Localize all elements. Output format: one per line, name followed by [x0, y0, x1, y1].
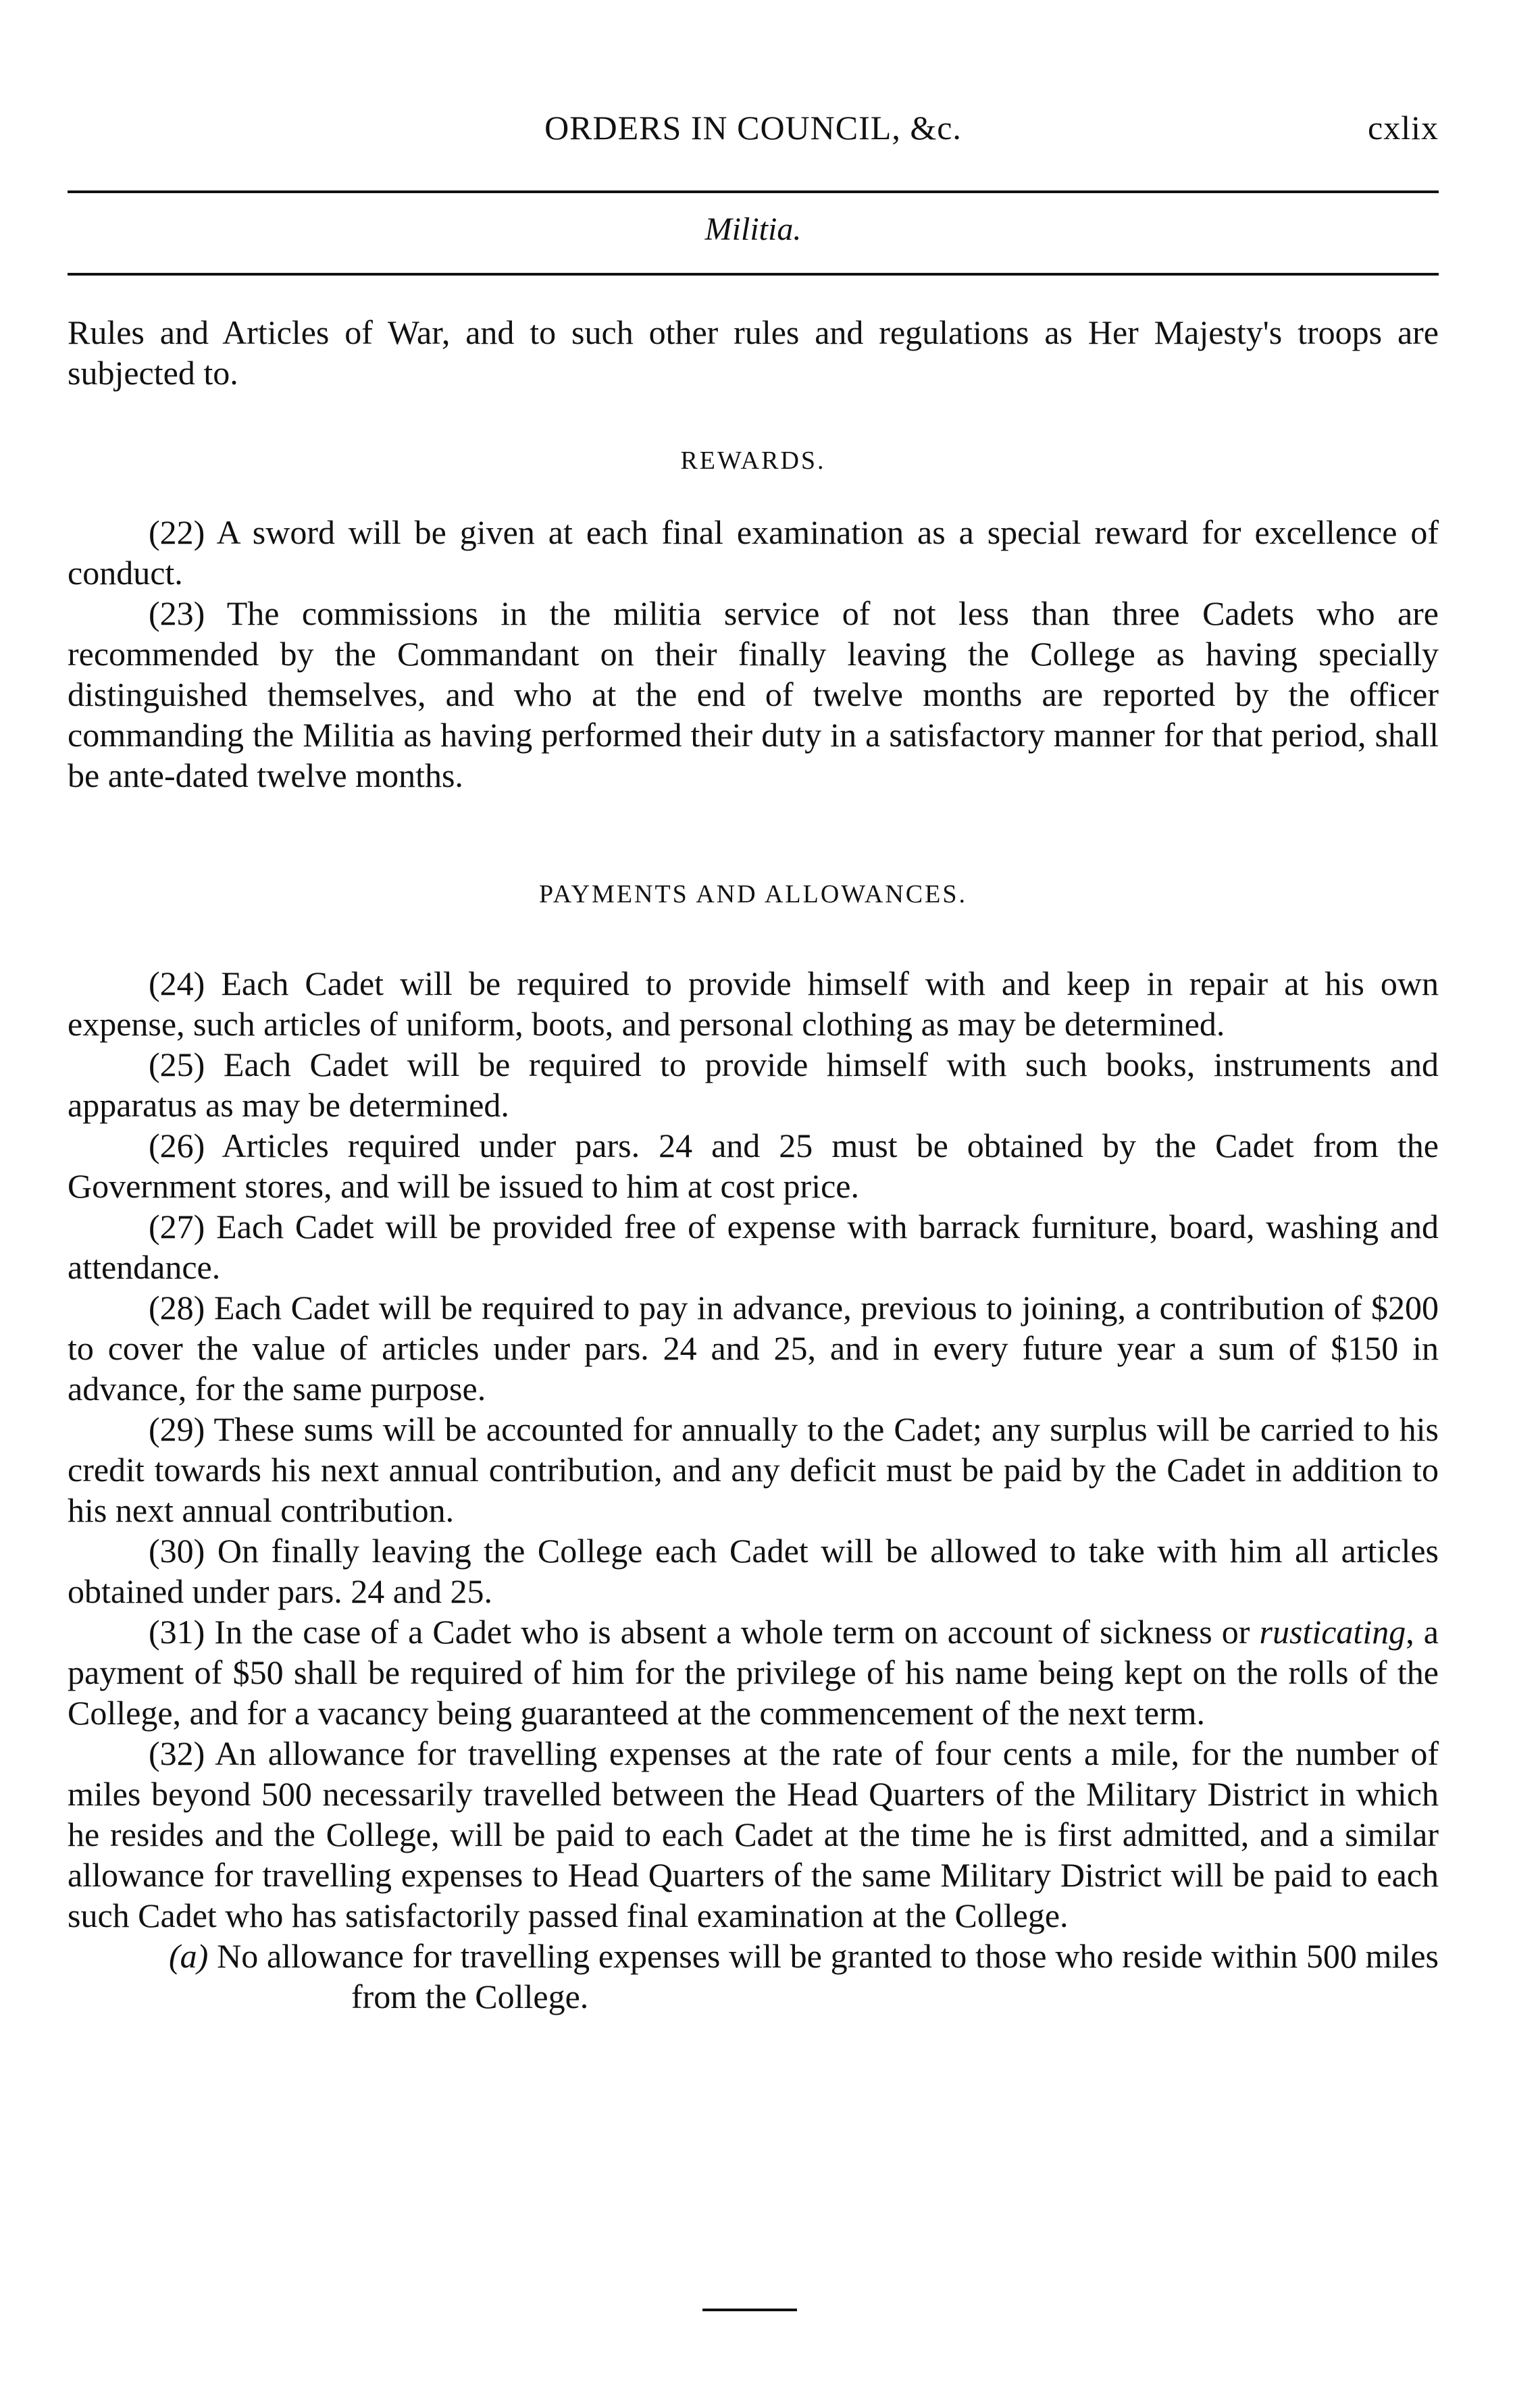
intro-paragraph: Rules and Articles of War, and to such other rules and regulations as Her Majesty's troops are subjected to. — [68, 313, 1439, 392]
page-number: cxlix — [1368, 109, 1439, 147]
paragraph-25: (25) Each Cadet will be required to provide himself with such books, instruments and apparatus as may be determined. — [68, 1046, 1439, 1124]
header-rule-bottom — [68, 273, 1439, 276]
paragraph-30: (30) On finally leaving the College each Cadet will be allowed to take with him all articles obtained under pars. 24 and 25. — [68, 1532, 1439, 1610]
paragraph-27: (27) Each Cadet will be provided free of expense with barrack furniture, board, washing and attendance. — [68, 1208, 1439, 1286]
paragraph-22: (22) A sword will be given at each final examination as a special reward for excellence of conduct. — [68, 513, 1439, 592]
paragraph-23: (23) The commissions in the militia service of not less than three Cadets who are recommended by the Commandant on their finally leaving the College as having specially distinguished themselves, and who at the end of twelve months are reported by the officer commanding the Militia as having performed their duty in a satisfactory manner for that period, shall be ante-dated twelve months. — [68, 594, 1439, 794]
paragraph-26: (26) Articles required under pars. 24 and 25 must be obtained by the Cadet from the Government stores, and will be issued to him at cost price. — [68, 1127, 1439, 1205]
paragraph-31-italic: rusticating — [1259, 1613, 1406, 1651]
header-rule-top — [68, 190, 1439, 193]
subclause-text: No allowance for travelling expenses will be granted to those who reside within 500 miles from the College. — [217, 1937, 1439, 2015]
section-title: Militia. — [704, 211, 802, 247]
paragraph-32: (32) An allowance for travelling expenses at the rate of four cents a mile, for the number of miles beyond 500 necessarily travelled between the Head Quarters of the Military District in which he resides and the College, will be paid to each Cadet at the time he is first admitted, and a similar allowance for travelling expenses to Head Quarters of the same Military District will be paid to each such Cadet who has satisfactorily passed final examination at the College. — [68, 1734, 1439, 1934]
end-rule — [702, 2309, 797, 2311]
paragraph-31-end: , a payment of $50 shall be required of him for the privilege of his name being kept on the rolls of the College, and for a vacancy being guaranteed at the commencement of the next term. — [68, 1613, 1439, 1732]
subclause-a — [68, 1936, 1439, 2017]
subclause-mark: (a) — [169, 1937, 209, 1975]
running-title: ORDERS IN COUNCIL, &c. — [544, 109, 962, 147]
paragraph-31-start: (31) In the case of a Cadet who is absent a whole term on account of sickness or — [149, 1613, 1260, 1651]
paragraph-28: (28) Each Cadet will be required to pay in advance, previous to joining, a contribution of $200 to cover the value of articles under pars. 24 and 25, and in every future year a sum of $150 in advance, for the same purpose. — [68, 1289, 1439, 1408]
rewards-heading: REWARDS. — [680, 446, 826, 475]
document-page — [68, 0, 1439, 2395]
payments-heading: PAYMENTS AND ALLOWANCES. — [538, 880, 967, 908]
paragraph-31 — [68, 1612, 1439, 1733]
body-text — [68, 312, 1439, 2017]
paragraph-29: (29) These sums will be accounted for annually to the Cadet; any surplus will be carried to his credit towards his next annual contribution, and any deficit must be paid by the Cadet in addition to his next annual contribution. — [68, 1410, 1439, 1529]
page-header — [68, 108, 1439, 149]
paragraph-24: (24) Each Cadet will be required to provide himself with and keep in repair at his own expense, such articles of uniform, boots, and personal clothing as may be determined. — [68, 964, 1439, 1043]
